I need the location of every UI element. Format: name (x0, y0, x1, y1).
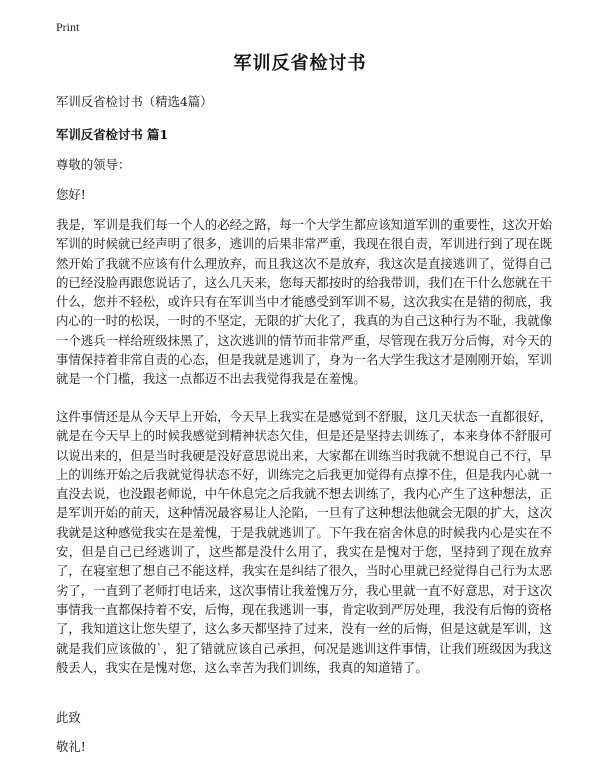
letter-salutation: 您好! (56, 187, 86, 202)
body-paragraph-2: 这件事情还是从今天早上开始，今天早上我实在是感觉到不舒服，这几天状态一直都很好，就是在今天早上的时候我感觉到精神状态欠佳，但是还是坚持去训练了，本来身体不舒服可以说出来的，但是当时我硬是没好意思说出来，大家都在训练当时我就不想说自己不行，早上的训练开始之后我就觉得状态不好，训练完之后我更加觉得有点撑不住，但是我内心就一直没去说，也没跟老师说，中午休息完之后我就不想去训练了，我内心产生了这种想法，正是军训开始的前天，这种情况最容易让人沦陷，一旦有了这种想法他就会无限的扩大，这次我就是这种感觉我实在是羞愧，于是我就逃训了。下午我在宿舍休息的时候我内心是实在不安，但是自己已经逃训了，这些都是没什么用了，我实在是愧对于您，坚持到了现在放弃了，在寝室想了想自己不能这样，我实在是纠结了很久，当时心里就已经觉得自己行为太恶劣了，一直到了老师打电话来，这次事情让我羞愧万分，我心里就一直不好意思，对于这次事情我一直都保持着不安，后悔，现在我逃训一事，肯定收到严厉处理，我没有后悔的资格了，我知道这让您失望了，这么多天都坚持了过来，没有一丝的后悔，但是这就是军训，这就是我们应该做的`，犯了错就应该自己承担，何况是逃训这件事情，让我们班级因为我这般丢人，我实在是愧对您，这么幸苦为我们训练，我真的知道错了。 (56, 409, 552, 675)
closing-line-1: 此致 (56, 710, 81, 725)
closing-line-2: 敬礼! (56, 739, 86, 754)
document-subtitle: 军训反省检讨书（精选4篇） (56, 94, 213, 109)
section-heading: 军训反省检讨书 篇1 (56, 127, 169, 142)
body-paragraph-1: 我是，军训是我们每一个人的必经之路，每一个大学生都应该知道军训的重要性，这次开始军训的时候就已经声明了很多，逃训的后果非常严重，我现在很自责，军训进行到了现在既然开始了我就不应该有什么理放弃，而且我这次不是放弃，我这次是直接逃训了，觉得自己的已经没脸再跟您说话了，这么几天来，您每天都按时的给我带训，我们在干什么您就在干什么，您并不轻松，或许只有在军训当中才能感受到军训不易，这次我实在是错的彻底，我内心的一时的松误，一时的不坚定，无限的扩大化了，我真的为自己这种行为不耻，我就像一个逃兵一样给班级抹黑了，这次逃训的情节而非常严重，尽管现在我万分后悔，对今天的事情保持着非常自责的心态，但是我就是逃训了，身为一名大学生我这才是刚刚开始，军训就是一个门槛，我这一点都迈不出去我觉得我是在羞愧。 (56, 217, 552, 387)
document-title: 军训反省检讨书 (233, 53, 367, 74)
print-link[interactable]: Print (56, 20, 80, 34)
letter-greeting: 尊敬的领导： (56, 157, 131, 172)
